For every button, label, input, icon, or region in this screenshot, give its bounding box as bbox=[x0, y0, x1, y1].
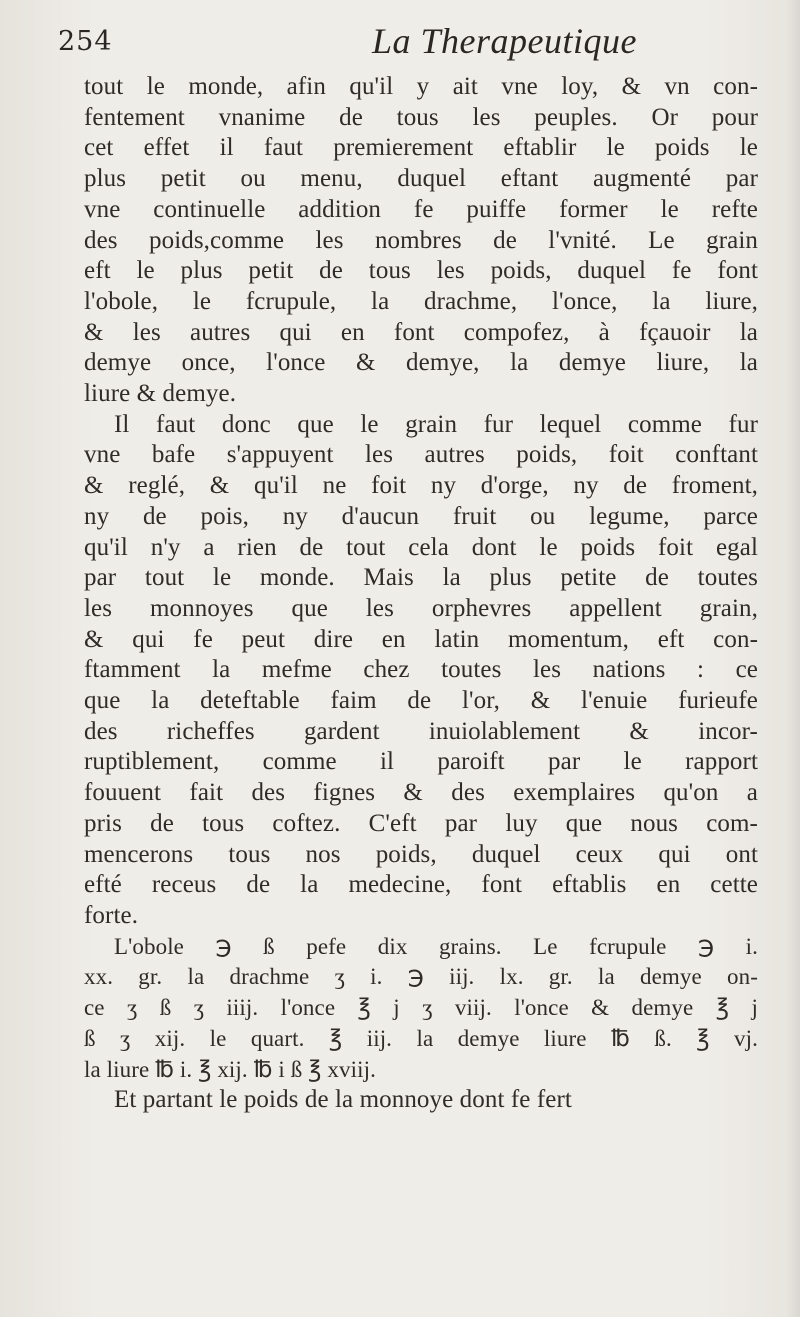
text-line: Il faut donc que le grain fur lequel comme fur bbox=[114, 410, 758, 438]
text-line: liure & demye. bbox=[84, 380, 237, 408]
text-line: mencerons tous nos poids, duquel ceux qui ont bbox=[84, 840, 758, 868]
text-line: & les autres qui en font compofez, à fçauoir la bbox=[84, 318, 758, 346]
text-line: par tout le monde. Mais la plus petite de toutes bbox=[84, 564, 758, 592]
running-head bbox=[58, 12, 748, 72]
text-line: vne bafe s'appuyent les autres poids, foit conftant bbox=[84, 441, 758, 469]
main-text bbox=[84, 72, 758, 1116]
text-line: cet effet il faut premierement eftablir le poids le bbox=[84, 134, 758, 162]
text-line: plus petit ou menu, duquel eftant augmenté par bbox=[84, 165, 758, 193]
text-line: que la deteftable faim de l'or, & l'enuie furieufe bbox=[84, 687, 758, 715]
text-line: & reglé, & qu'il ne foit ny d'orge, ny de froment, bbox=[84, 472, 758, 500]
text-line: L'obole ℈ ß pefe dix grains. Le fcrupule ℈ i. bbox=[114, 933, 758, 959]
text-line: vne continuelle addition fe puiffe former le refte bbox=[84, 195, 758, 223]
text-line: tout le monde, afin qu'il y ait vne loy, & vn con- bbox=[84, 73, 758, 100]
page-edge-shadow bbox=[786, 0, 800, 1317]
text-line: fentement vnanime de tous les peuples. Or pour bbox=[84, 103, 758, 131]
text-line: fouuent fait des fignes & des exemplaires qu'on a bbox=[84, 779, 758, 807]
text-line: forte. bbox=[84, 901, 139, 929]
text-line: eft le plus petit de tous les poids, duquel fe font bbox=[84, 257, 758, 285]
text-line: xx. gr. la drachme ʒ i. ℈ iij. lx. gr. la demye on- bbox=[84, 964, 758, 990]
page-number: 254 bbox=[58, 26, 113, 57]
text-line: Et partant le poids de la monnoye dont fe fert bbox=[114, 1086, 572, 1114]
text-line: & qui fe peut dire en latin momentum, eft con- bbox=[84, 625, 758, 653]
text-line: ß ʒ xij. le quart. ℥ iij. la demye liure ℔ ß. ℥ vj. bbox=[84, 1025, 758, 1051]
text-line: la liure ℔ i. ℥ xij. ℔ i ß ℥ xviij. bbox=[84, 1056, 376, 1082]
text-line: qu'il n'y a rien de tout cela dont le poids foit egal bbox=[84, 533, 758, 561]
text-line: ruptiblement, comme il paroift par le rapport bbox=[84, 748, 758, 776]
text-line: ftamment la mefme chez toutes les nations : ce bbox=[84, 656, 758, 684]
text-line: demye once, l'once & demye, la demye liure, la bbox=[84, 349, 758, 377]
text-line: ny de pois, ny d'aucun fruit ou legume, parce bbox=[84, 502, 758, 530]
text-line: ce ʒ ß ʒ iiij. l'once ℥ j ʒ viij. l'once & demye ℥ j bbox=[84, 995, 758, 1021]
text-line: des richeffes gardent inuiolablement & incor- bbox=[84, 717, 758, 745]
text-line: efté receus de la medecine, font eftablis en cette bbox=[84, 871, 758, 899]
text-line: des poids,comme les nombres de l'vnité. Le grain bbox=[84, 226, 758, 254]
text-line: l'obole, le fcrupule, la drachme, l'once, la liure, bbox=[84, 287, 758, 315]
text-line: les monnoyes que les orphevres appellent grain, bbox=[84, 594, 758, 622]
running-title: La Therapeutique bbox=[372, 21, 637, 61]
text-line: pris de tous coftez. C'eft par luy que nous com- bbox=[84, 809, 758, 837]
